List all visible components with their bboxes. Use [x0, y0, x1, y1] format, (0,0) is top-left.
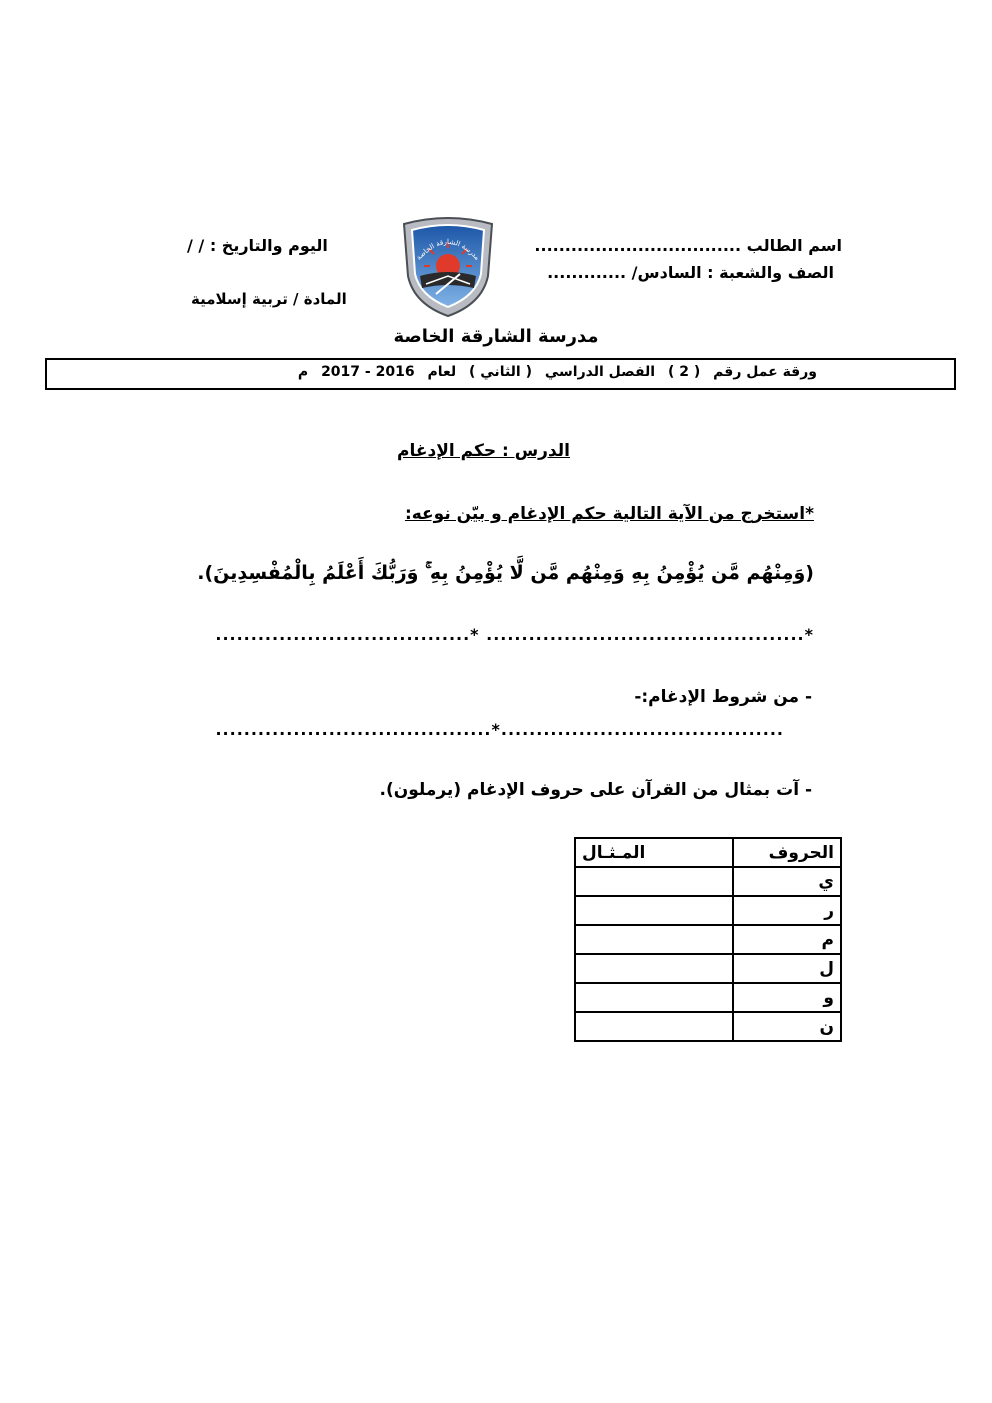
instruction-text: *استخرج من الآية التالية حكم الإدغام و بيّن نوعه: [404, 504, 814, 524]
answer-line: *............................................. *.................................... [215, 625, 814, 644]
school-logo-icon [396, 214, 500, 318]
letter-cell: م [733, 925, 841, 954]
worksheet-number: ( 2 ) [667, 364, 701, 380]
idgham-letters-table [574, 837, 842, 1042]
example-column-header: المـثـال [575, 838, 733, 867]
worksheet-label: ورقة عمل رقم [713, 364, 817, 380]
term-label: الفصل الدراسي [544, 364, 656, 380]
answer-line: ........................................*....................................... [215, 720, 784, 739]
subject-field: المادة / تربية إسلامية [191, 290, 347, 308]
example-question: - آت بمثال من القرآن على حروف الإدغام (يرملون). [379, 780, 812, 800]
svg-text:مدرسة الشارقة الخاصة: مدرسة الشارقة الخاصة [414, 237, 482, 262]
term-value: ( الثاني ) [469, 364, 532, 380]
lesson-title: الدرس : حكم الإدغام [397, 441, 570, 461]
table-header-row [575, 838, 841, 867]
letter-cell: ي [733, 867, 841, 896]
example-cell[interactable] [575, 983, 733, 1012]
year-value: 2016 - 2017 [321, 364, 415, 380]
quran-verse: (وَمِنْهُم مَّن يُؤْمِنُ بِهِ وَمِنْهُم مَّن لَّا يُؤْمِنُ بِهِ ۚ وَرَبُّكَ أَعْلَمُ بِالْمُفْسِدِينَ). [197, 562, 814, 584]
table-row [575, 896, 841, 925]
year-label: لعام [427, 364, 457, 380]
example-cell[interactable] [575, 925, 733, 954]
letter-cell: و [733, 983, 841, 1012]
class-section-field: الصف والشعبة : السادس/ ............. [547, 263, 834, 282]
table-row [575, 867, 841, 896]
letter-cell: ل [733, 954, 841, 983]
table-row [575, 983, 841, 1012]
letters-column-header: الحروف [733, 838, 841, 867]
example-cell[interactable] [575, 896, 733, 925]
day-date-field: اليوم والتاريخ : / / [187, 236, 328, 255]
table-row [575, 925, 841, 954]
letter-cell: ن [733, 1012, 841, 1041]
era-label: م [297, 364, 309, 380]
student-name-field: اسم الطالب .................................. [534, 236, 842, 255]
worksheet-info-line [290, 364, 817, 380]
letter-cell: ر [733, 896, 841, 925]
table-row [575, 1012, 841, 1041]
table-row [575, 954, 841, 983]
condition-question: - من شروط الإدغام:- [634, 687, 812, 707]
school-name: مدرسة الشارقة الخاصة [393, 326, 599, 347]
example-cell[interactable] [575, 1012, 733, 1041]
example-cell[interactable] [575, 867, 733, 896]
example-cell[interactable] [575, 954, 733, 983]
